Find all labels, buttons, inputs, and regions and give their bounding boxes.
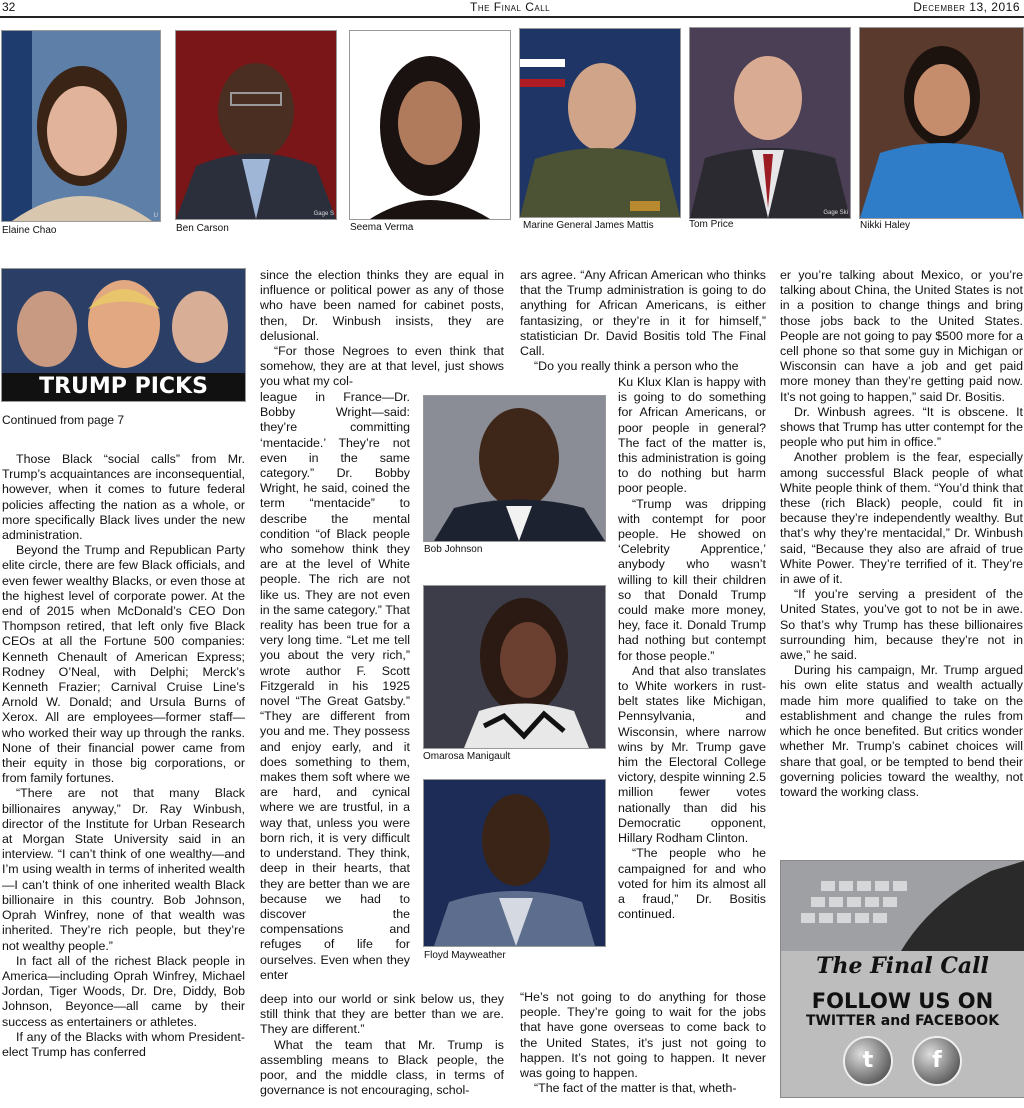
paragraph: “If you’re serving a president of the United States, you’ve got to not be in awe. So that’s why Trump has these billionaires surrounding him, because they’re not in awe,” he said. — [780, 587, 1023, 663]
paragraph: ars agree. “Any African American who thinks that the Trump administration is going to do anything for African Americans, is either fantasizing, or they’re in it for himself,” statistician Dr. David Bositis told The Final Call. — [520, 268, 766, 359]
photo-credit: Gage Ski — [823, 210, 848, 216]
paragraph: deep into our world or sink below us, they still think that they are better than we are. They are different.” — [260, 992, 504, 1037]
caption-elaine-chao: Elaine Chao — [2, 225, 57, 236]
photo-james-mattis — [519, 28, 681, 218]
caption-nikki-haley: Nikki Haley — [860, 220, 911, 231]
banner-title: TRUMP PICKS — [39, 374, 208, 399]
photo-tom-price — [689, 27, 851, 219]
article-column-4 — [780, 268, 1023, 800]
article-column-3-bottom — [520, 990, 766, 1096]
paragraph: If any of the Blacks with whom President-elect Trump has conferred — [2, 1029, 245, 1059]
photo-seema-verma — [349, 30, 511, 220]
paragraph: During his campaign, Mr. Trump argued his own elite status and wealth actually made him more qualified to take on the establishment and change the rules from which he once benefited. But critics wonder whether Mr. Trump’s cabinet choices will share that goal, or be tempted to bend their governing policies toward the wealthy, not toward the working class. — [780, 663, 1023, 799]
photo-floyd-mayweather — [423, 779, 606, 947]
facebook-icon[interactable]: f — [912, 1036, 962, 1086]
paragraph: “The fact of the matter is that, wheth- — [534, 1081, 737, 1096]
caption-seema-verma: Seema Verma — [350, 222, 414, 233]
twitter-icon[interactable]: t — [843, 1036, 893, 1086]
issue-date: December 13, 2016 — [913, 0, 1020, 14]
page-header — [0, 0, 1024, 18]
final-call-logo: The Final Call — [816, 953, 989, 979]
keyboard-illustration — [781, 861, 1024, 951]
paragraph: “The people who he campaigned for and who voted for him its almost all a fraud,” Dr. Bositis continued. — [618, 846, 766, 922]
continued-from-note: Continued from page 7 — [2, 413, 125, 427]
photo-nikki-haley — [859, 27, 1024, 219]
paragraph: Ku Klux Klan is happy with is going to do something for African Americans, or poor people in general? The fact of the matter is, this administration is going to do nothing but harm poor people. — [618, 375, 766, 496]
paragraph: er you’re talking about Mexico, or you’re talking about China, the United States is not in a position to change things and bring those jobs back to the United States. People are not going to pay $500 more for a cell phone so that some guy in Michigan or Wisconsin can have a job and get paid more money than they’re getting paid now. It’s not going to happen,” said Dr. Bositis. — [780, 268, 1023, 404]
paragraph: In fact all of the richest Black people in America—including Oprah Winfrey, Michael Jordan, Tiger Woods, Dr. Dre, Diddy, Bob Johnson, Beyonce—all came by their success as entertainers or athletes. — [2, 953, 245, 1029]
follow-us-line: FOLLOW US ON — [811, 989, 994, 1013]
article-column-2-top — [260, 268, 504, 390]
paragraph: Dr. Winbush agrees. “It is obscene. It shows that Trump has utter contempt for the people who put him in office.” — [780, 404, 1023, 450]
paragraph: Another problem is the fear, especially among successful Black people of what White people think of them. “You’d think that these (rich Black) people, could fit in because they’re independently wealthy. But that’s why they’re mentacidal,” Dr. Winbush said, “Because they also are afraid of true White Power. They’re terrified of it. They’re in awe of it. — [780, 450, 1023, 587]
paragraph: “Trump was dripping with contempt for poor people. He showed on ‘Celebrity Apprentice,’ anybody who wasn’t willing to kill their children so that Donald Trump could make more money, hey, face it. Donald Trump had nothing but contempt for those people.” — [618, 496, 766, 663]
caption-floyd-mayweather: Floyd Mayweather — [424, 950, 506, 961]
caption-omarosa-manigault: Omarosa Manigault — [423, 751, 511, 762]
page-number: 32 — [2, 0, 16, 14]
trump-picks-banner — [1, 268, 246, 402]
photo-ben-carson — [175, 30, 337, 220]
article-column-2-narrow — [260, 390, 410, 983]
social-networks-line: TWITTER and FACEBOOK — [805, 1013, 1000, 1029]
article-column-3-narrow — [618, 375, 766, 922]
paragraph: What the team that Mr. Trump is assembling means to Black people, the poor, and the middle class, in terms of governance is not encouraging, schol- — [260, 1037, 504, 1098]
follow-us-promo[interactable] — [780, 860, 1024, 1098]
photo-omarosa-manigault — [423, 585, 606, 749]
photo-bob-johnson — [423, 395, 606, 542]
paragraph: since the election thinks they are equal in influence or political power as any of those who have been named for cabinet posts, then, Dr. Winbush insists, they are delusional. — [260, 268, 504, 343]
paragraph: And that also translates to White workers in rust-belt states like Michigan, Pennsylvania, and Wisconsin, where narrow wins by Mr. Trump gave him the Electoral College victory, despite winning 2.5 million fewer votes nationally than did his Democratic opponent, Hillary Rodham Clinton. — [618, 663, 766, 846]
paragraph: Beyond the Trump and Republican Party elite circle, there are few Black officials, and even fewer wealthy Blacks, or even those at the highest level of corporate power. At the end of 2015 when McDonald’s CEO Don Thompson retired, that left only five Black CEOs at all the Fortune 500 companies: Kenneth Chenault of American Express; Rodney O’Neal, with Delphi; Merck’s Kenneth Frazier; Carnival Cruise Line’s Arnold W. Donald; and Ursula Burns of Xerox. All are employees—former staff—who worked their way up through the ranks. None of their financial power came from their equity in those big corporations, or from family fortunes. — [2, 543, 245, 786]
publication-title: The Final Call — [470, 0, 551, 14]
caption-james-mattis: Marine General James Mattis — [523, 220, 654, 231]
caption-bob-johnson: Bob Johnson — [424, 544, 483, 555]
article-column-1 — [2, 452, 245, 1060]
photo-elaine-chao — [1, 30, 161, 222]
paragraph: “Do you really think a person who the — [534, 359, 739, 374]
paragraph: “He’s not going to do anything for those people. They’re going to wait for the jobs that have gone overseas to come back to the United States, it’s just not going to happen. It’s not going to happen. It never was going to happen. — [520, 990, 766, 1081]
article-column-2-bottom — [260, 992, 504, 1098]
caption-ben-carson: Ben Carson — [176, 223, 229, 234]
article-column-3-top — [520, 268, 766, 374]
paragraph: “There are not that many Black billionaires anyway,” Dr. Ray Winbush, director of the Institute for Urban Research at Morgan State University said in an interview. “I can’t think of one wealthy—and I’m using wealth in terms of inherited wealth—I can’t think of one inherited wealth Black billionaire in this country. Bob Johnson, Oprah Winfrey, none of that wealth was inherited. They’re rich people, but they’re not wealthy people.” — [2, 786, 245, 953]
paragraph: Those Black “social calls” from Mr. Trump’s acquaintances are inconsequential, however, when it comes to future federal policies affecting the nation as a whole, or more specifically Black lives under the new administration. — [2, 452, 245, 543]
paragraph: league in France—Dr. Bobby Wright—said: they’re committing ‘mentacide.’ They’re not even in the same category.” Dr. Bobby Wright, he said, coined the term “mentacide” to describe the mental condition “of Black people who somehow think they are at the level of White people. The rich are not like us. They are not even in the same category.” That reality has been true for a very long time. “Let me tell you about the very rich,” wrote author F. Scott Fitzgerald in his 1925 novel “The Great Gatsby.” “They are different from you and me. They possess and enjoy early, and it does something to them, makes them soft where we are hard, and cynical where we are trustful, in a way that, unless you were born rich, it is very difficult to understand. They think, deep in their hearts, that they are better than we are because we had to discover the compensations and refuges of life for ourselves. Even when they enter — [260, 390, 410, 982]
paragraph: “For those Negroes to even think that somehow, they are at that level, just shows you what my col- — [260, 344, 504, 389]
photo-credit: U — [153, 213, 158, 219]
photo-credit: Gage S — [313, 211, 334, 217]
caption-tom-price: Tom Price — [689, 219, 734, 230]
